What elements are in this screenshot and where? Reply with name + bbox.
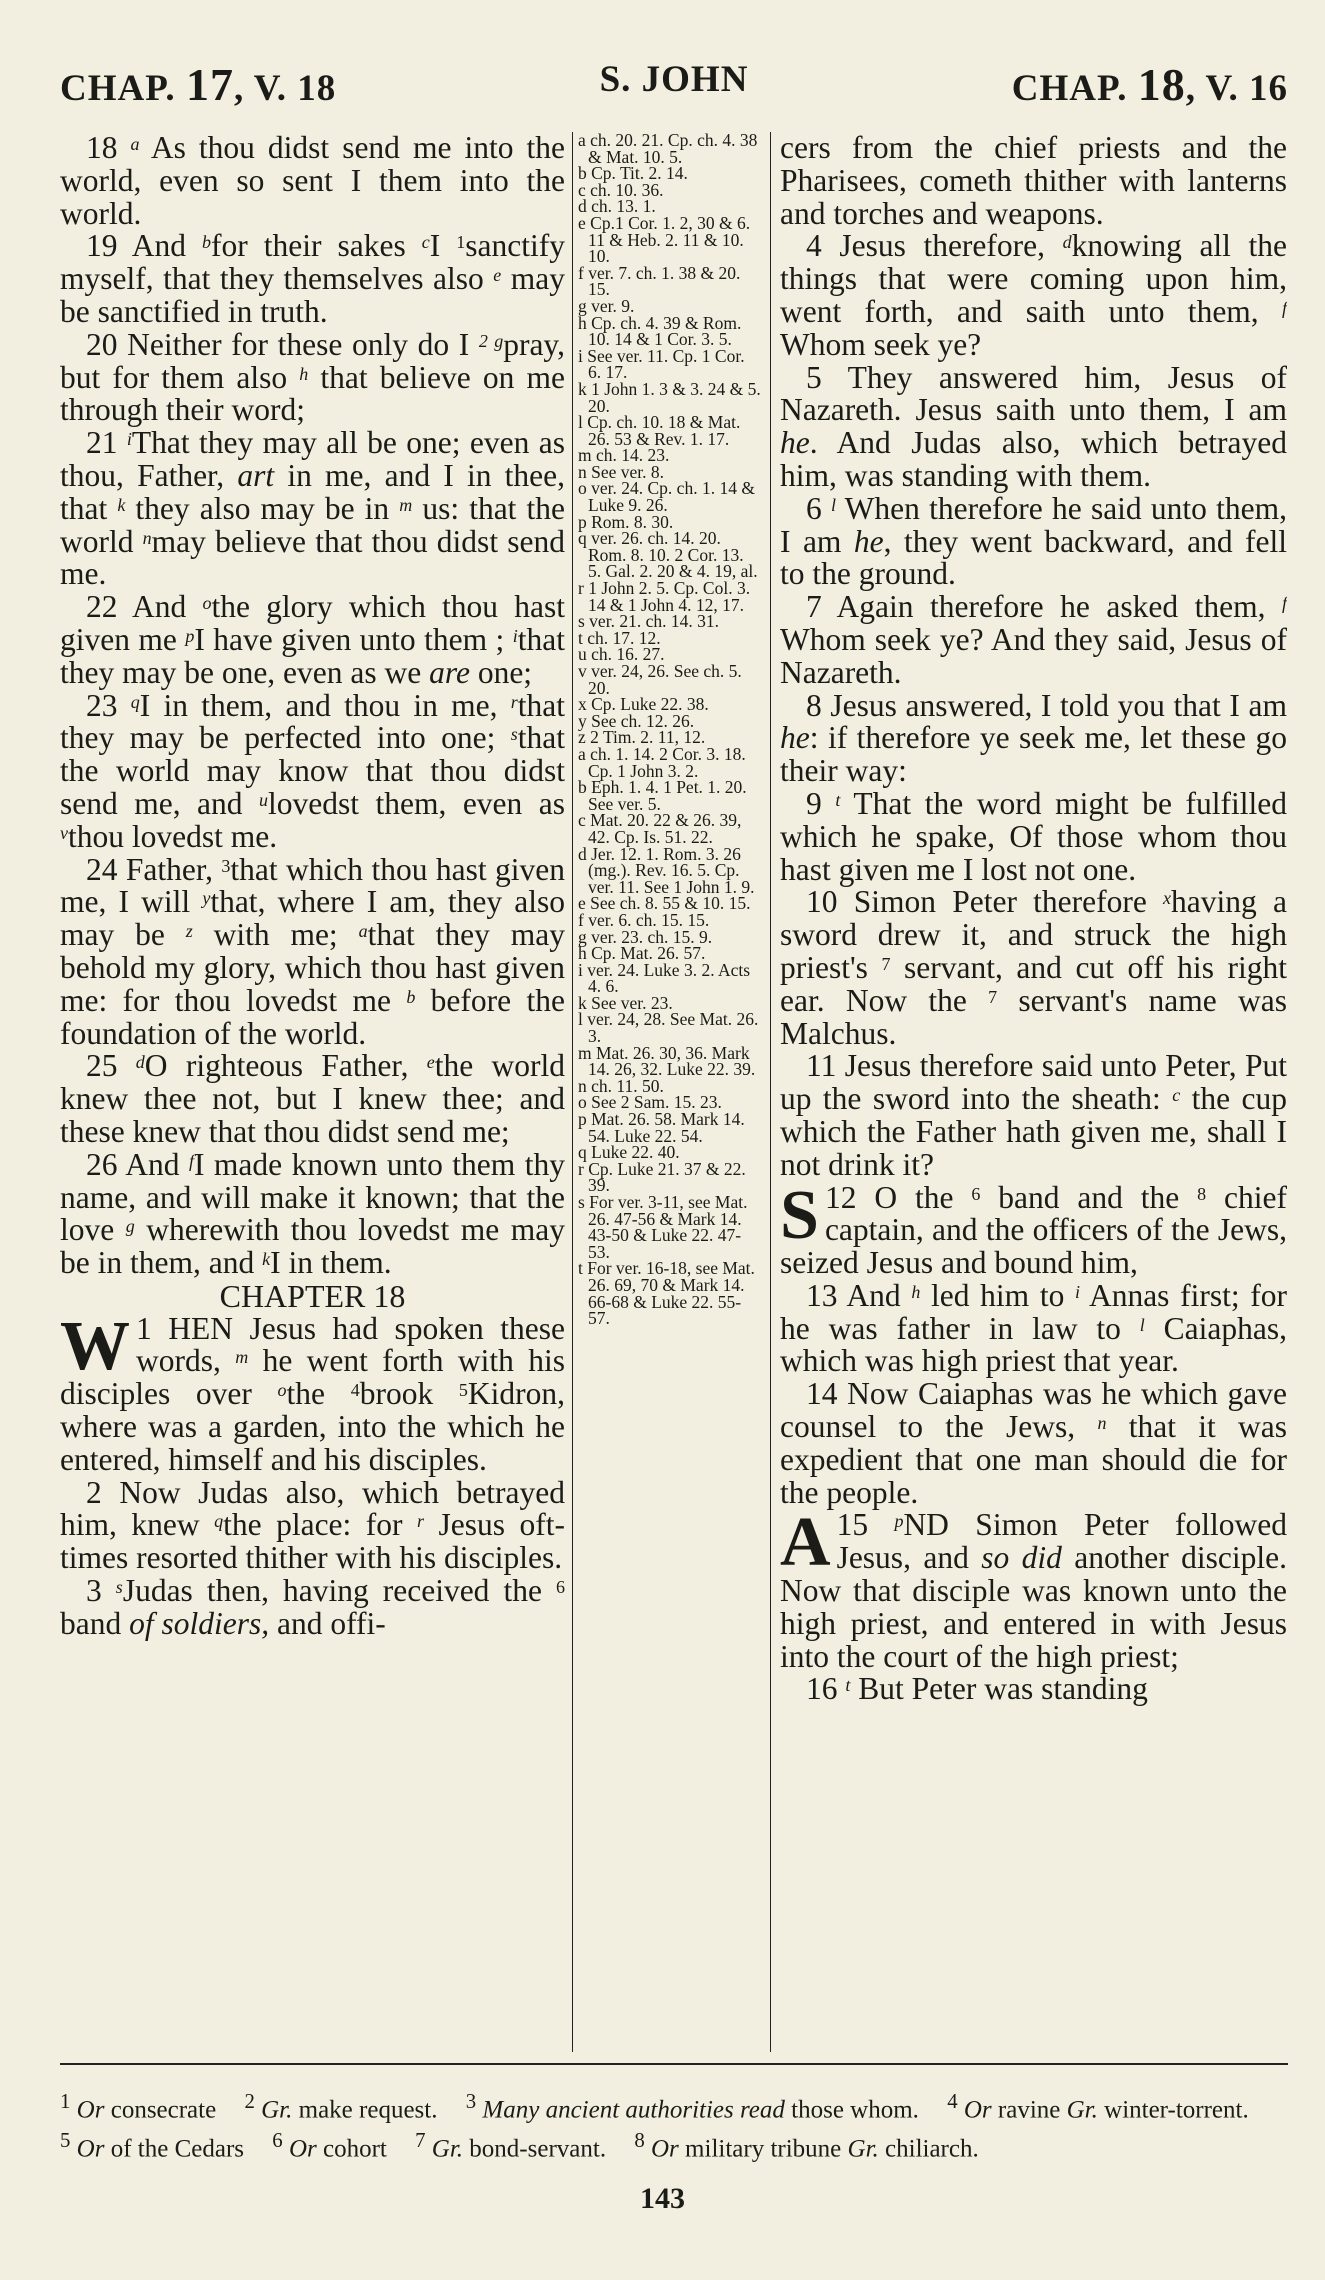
book-title: S. JOHN (599, 59, 749, 100)
cross-reference: o ver. 24. Cp. ch. 1. 14 & Luke 9. 26. (578, 478, 755, 516)
verse-18-6: 6 $^l$ When therefore he said unto them, I am he, they went backward, and fell to the ground. (780, 490, 1287, 592)
footnote-3: $^3$ Many ancient authorities read those whom. (465, 2089, 919, 2124)
cross-reference: q ver. 26. ch. 14. 20. Rom. 8. 10. 2 Cor. 13. 5. Gal. 2. 20 & 4. 19, al. (578, 528, 758, 582)
verse-17-20: 20 Neither for these only do I $^{2 g}$pray, but for them also $^h$ that believe on me through their word; (60, 326, 565, 428)
cross-reference: f ver. 7. ch. 1. 38 & 20. 15. (578, 262, 741, 300)
cross-reference: o See 2 Sam. 15. 23. (578, 1092, 722, 1113)
verse-18-8: 8 Jesus answered, I told you that I am he: if therefore ye seek me, let these go their way: (780, 687, 1287, 789)
cross-reference: m Mat. 26. 30, 36. Mark 14. 26, 32. Luke 22. 39. (578, 1042, 756, 1080)
cross-reference: q Luke 22. 40. (578, 1142, 680, 1163)
verse-18-7: 7 Again therefore he asked them, $^f$ Whom seek ye? And they said, Jesus of Nazareth. (780, 589, 1287, 690)
verse-18-3: 3 $^s$Judas then, having received the $^6$ band of soldiers, and offi- (60, 1573, 565, 1641)
verse-17-22: 22 And $^o$the glory which thou hast given me $^p$I have given unto them ; $^i$that they may be one, even as we are one; (60, 589, 565, 690)
cross-reference: e Cp.1 Cor. 1. 2, 30 & 6. 11 & Heb. 2. 11 & 10. 10. (578, 212, 751, 267)
column-divider-right (770, 132, 771, 2052)
cross-reference: p Rom. 8. 30. (578, 511, 674, 532)
cross-reference: i See ver. 11. Cp. 1 Cor. 6. 17. (578, 345, 745, 383)
header-left-verse: , V. 18 (233, 68, 337, 109)
running-header (60, 58, 1288, 114)
header-right (1012, 58, 1288, 111)
header-right-verse: , V. 16 (1185, 68, 1288, 109)
verse-18-15: 15 $^p$ A ND Simon Peter followed Jesus, and so did another disciple. Now that disciple was known unto the high priest, and entered in with Jesus into the court of the high priest; (780, 1504, 1287, 1674)
cross-reference: c Mat. 20. 22 & 26. 39, 42. Cp. Is. 51. 22. (578, 810, 742, 847)
cross-reference: f ver. 6. ch. 15. 15. (578, 909, 710, 930)
footnote-rule (60, 2063, 1288, 2065)
verse-18-11: 11 Jesus therefore said unto Peter, Put up the sword into the sheath: $^c$ the cup which the Father hath given me, shall I not drink it? (780, 1048, 1287, 1182)
header-left-chapter: 17 (185, 59, 234, 110)
cross-reference: d ch. 13. 1. (578, 196, 656, 217)
cross-reference: h Cp. ch. 4. 39 & Rom. 10. 14 & 1 Cor. 3. 5. (578, 312, 742, 350)
header-right-prefix: CHAP. (1011, 68, 1128, 109)
cross-reference: k 1 John 1. 3 & 3. 24 & 5. 20. (578, 378, 761, 416)
cross-reference: g ver. 9. (578, 295, 635, 316)
verse-17-26: 26 And $^f$I made known unto them thy name, and will make it known; that the love $^g$ wherewith thou lovedst me may be in them, and $^k$I in them. (60, 1146, 565, 1281)
verse-17-24: 24 Father, $^3$that which thou hast given me, I will $^y$that, where I am, they also may be $^z$ with me; $^a$that they may behold my glory, which thou hast given me: for thou lovedst me $^b$ before the foundation of the world. (60, 851, 565, 1051)
drop-cap-a: A (780, 1504, 831, 1582)
chapter-title: CHAPTER 18 (219, 1277, 406, 1314)
cross-reference: l Cp. ch. 10. 18 & Mat. 26. 53 & Rev. 1. 17. (578, 412, 741, 449)
cross-reference: e See ch. 8. 55 & 10. 15. (578, 893, 751, 914)
verse-17-23: 23 $^q$I in them, and thou in me, $^r$that they may be perfected into one; $^s$that the world may know that thou didst send me, and $^u$lovedst them, even as $^v$thou lovedst me. (60, 687, 565, 854)
cross-reference: t ch. 17. 12. (578, 627, 661, 648)
verse-18-13: 13 And $^h$ led him to $^i$ Annas first; for he was father in law to $^l$ Caiaphas, which was high priest that year. (780, 1277, 1287, 1379)
verse-18-14: 14 Now Caiaphas was he which gave counsel to the Jews, $^n$ that it was expedient that one man should die for the people. (780, 1376, 1287, 1510)
verse-17-25: 25 $^d$O righteous Father, $^e$the world knew thee not, but I knew thee; and these knew that thou didst send me; (60, 1048, 565, 1149)
cross-reference: d Jer. 12. 1. Rom. 3. 26 (mg.). Rev. 16. 5. Cp. ver. 11. See 1 John 1. 9. (578, 843, 755, 897)
footnotes (60, 2086, 1288, 2165)
cross-reference: k See ver. 23. (578, 992, 673, 1013)
verse-18-5: 5 They answered him, Jesus of Nazareth. Jesus saith unto them, I am he. And Judas also, which betrayed him, was standing with them. (780, 359, 1287, 493)
verse-17-19: 19 And $^b$for their sakes $^c$I $^1$sanctify myself, that they themselves also $^e$ may be sanctified in truth. (60, 228, 565, 329)
cross-reference: u ch. 16. 27. (578, 644, 665, 665)
cross-reference: g ver. 23. ch. 15. 9. (578, 926, 713, 947)
verse-18-2: 2 Now Judas also, which betrayed him, knew $^q$the place: for $^r$ Jesus oft-times resorted thither with his disciples. (60, 1474, 565, 1576)
verse-18-16: 16 $^t$ But Peter was standing (806, 1671, 1148, 1707)
cross-reference: l ver. 24, 28. See Mat. 26. 3. (578, 1009, 759, 1047)
cross-reference: z 2 Tim. 2. 11, 12. (578, 727, 706, 748)
cross-reference: r Cp. Luke 21. 37 & 22. 39. (578, 1158, 746, 1196)
left-text-column (60, 132, 565, 2052)
verse-17-21: 21 $^i$That they may all be one; even as thou, Father, art in me, and I in thee, that $^k$ they also may be in $^m$ us: that the world $^n$may believe that thou didst send me. (60, 425, 565, 592)
cross-reference: a ch. 1. 14. 2 Cor. 3. 18. Cp. 1 John 3. 2. (578, 743, 746, 781)
cross-reference: h Cp. Mat. 26. 57. (578, 943, 706, 964)
cross-reference: x Cp. Luke 22. 38. (578, 694, 709, 715)
right-text-column (780, 132, 1287, 2052)
cross-reference: v ver. 24, 26. See ch. 5. 20. (578, 661, 742, 698)
drop-cap-s: S (780, 1176, 819, 1254)
cross-reference: a ch. 20. 21. Cp. ch. 4. 38 & Mat. 10. 5. (578, 132, 758, 167)
verse-18-4: 4 Jesus therefore, $^d$knowing all the things that were coming upon him, went forth, and saith unto them, $^f$ Whom seek ye? (780, 228, 1287, 362)
cross-reference: s For ver. 3-11, see Mat. 26. 47-56 & Mark 14. 43-50 & Luke 22. 47-53. (578, 1192, 748, 1262)
footnote-2: $^2$ Gr. make request. (244, 2089, 438, 2124)
cross-reference: b Cp. Tit. 2. 14. (578, 163, 688, 184)
verse-18-10: 10 Simon Peter therefore $^x$having a sword drew it, and struck the high priest's $^7$ servant, and cut off his right ear. Now the $^7$ servant's name was Malchus. (780, 884, 1287, 1051)
footnote-8: $^8$ Or military tribune Gr. chiliarch. (634, 2128, 979, 2163)
header-left-prefix: CHAP. (60, 68, 176, 109)
cross-reference: t For ver. 16-18, see Mat. 26. 69, 70 & Mark 14. 66-68 & Luke 22. 55-57. (578, 1258, 755, 1329)
page-number: 143 (640, 2182, 685, 2215)
cross-reference: y See ch. 12. 26. (578, 710, 695, 731)
verse-17-18: 18 $^a$ As thou didst send me into the world, even so sent I them into the world. (60, 132, 565, 231)
drop-cap-w: W (60, 1307, 130, 1385)
cross-reference: n ch. 11. 50. (578, 1075, 664, 1096)
cross-reference-list (578, 132, 761, 1327)
verse-18-1: 1 W HEN Jesus had spoken these words, $^m$ he went forth with his disciples over $^o$the $^4$brook $^5$Kidron, where was a garden, into the which he entered, himself and his disciples. (60, 1307, 565, 1477)
cross-reference: c ch. 10. 36. (578, 179, 664, 200)
footnote-6: $^6$ Or cohort (272, 2128, 387, 2163)
verse-18-3-cont: cers from the chief priests and the Pharisees, cometh thither with lanterns and torches and weapons. (780, 132, 1287, 231)
header-right-chapter: 18 (1137, 59, 1186, 110)
footnote-4: $^4$ Or ravine Gr. winter-torrent. (947, 2089, 1249, 2124)
footnote-1: $^1$ Or consecrate (60, 2089, 217, 2124)
footnote-7: $^7$ Gr. bond-servant. (415, 2128, 607, 2163)
cross-reference: r 1 John 2. 5. Cp. Col. 3. 14 & 1 John 4. 12, 17. (578, 578, 751, 615)
cross-reference-column (578, 132, 761, 2052)
cross-reference: s ver. 21. ch. 14. 31. (578, 611, 719, 632)
cross-reference: p Mat. 26. 58. Mark 14. 54. Luke 22. 54. (578, 1109, 745, 1146)
footnote-5: $^5$ Or of the Cedars (60, 2128, 245, 2163)
verse-18-9: 9 $^t$ That the word might be fulfilled which he spake, Of those whom thou hast given me I lost not one. (780, 785, 1287, 887)
cross-reference: m ch. 14. 23. (578, 445, 670, 466)
verse-18-12: 12 S O the $^6$ band and the $^8$ chief captain, and the officers of the Jews, seized Jesus and bound him, (780, 1176, 1287, 1281)
cross-reference: i ver. 24. Luke 3. 2. Acts 4. 6. (578, 959, 751, 997)
column-divider-left (572, 132, 573, 2052)
cross-reference: b Eph. 1. 4. 1 Pet. 1. 20. See ver. 5. (578, 777, 747, 814)
cross-reference: n See ver. 8. (578, 461, 665, 482)
